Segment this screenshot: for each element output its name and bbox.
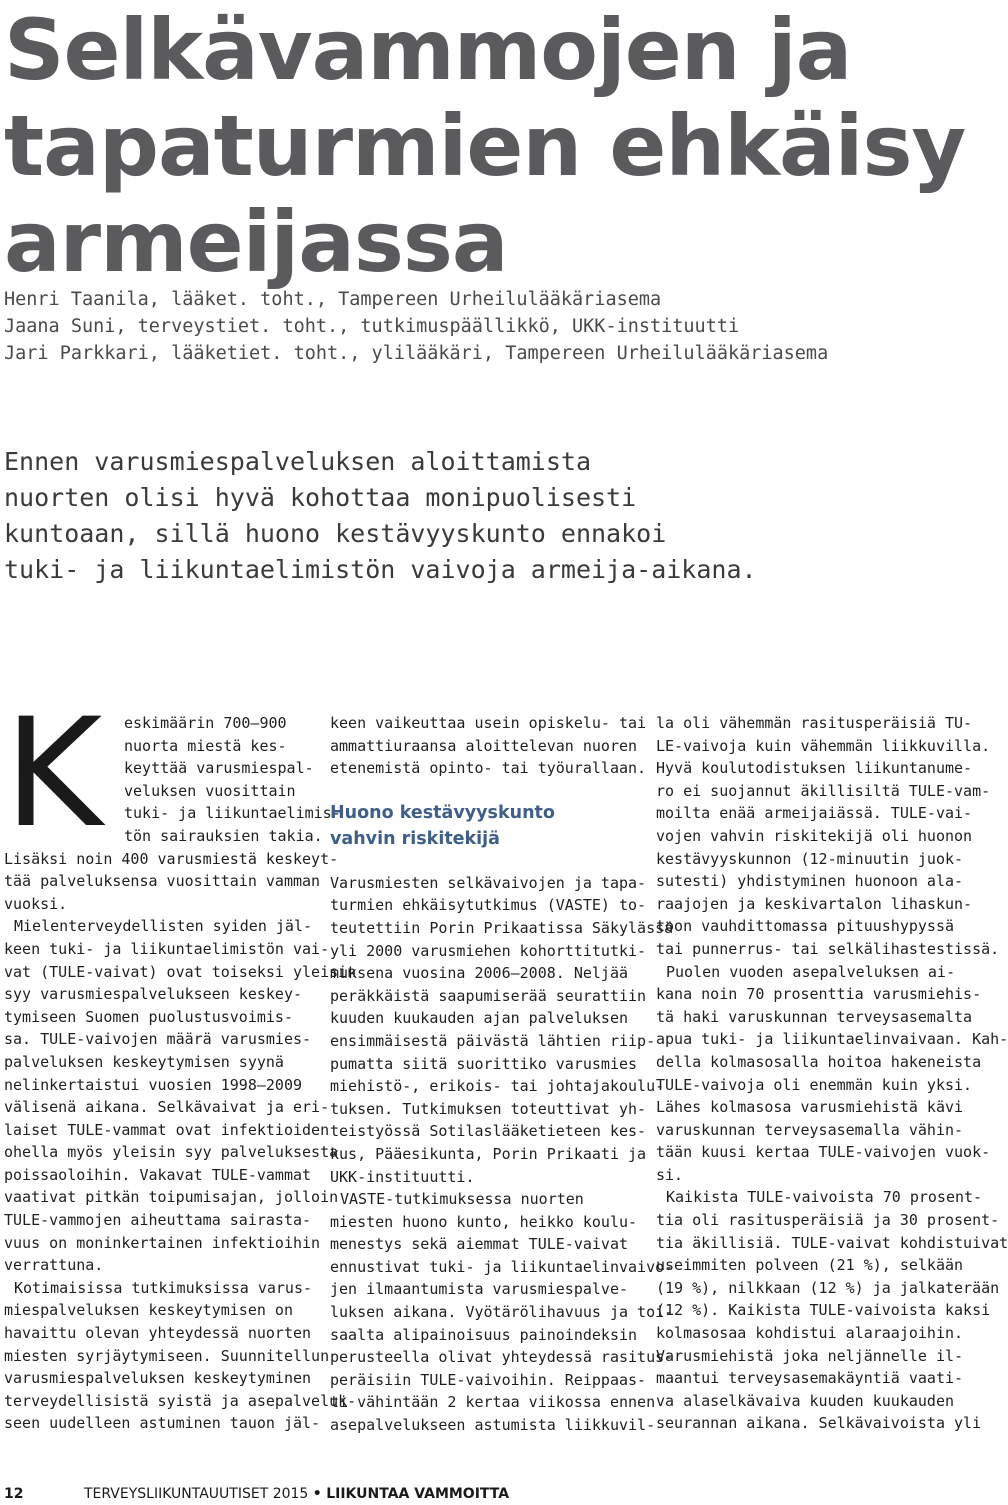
text-line: (12 %). Kaikista TULE-vaivoista kaksi <box>656 1301 991 1320</box>
text-line: (19 %), nilkkaan (12 %) ja jalkaterään <box>656 1278 1000 1297</box>
text-line: VASTE-tutkimuksessa nuorten <box>340 1190 584 1209</box>
text-line: teistyössä Sotilaslääketieteen kes- <box>330 1122 647 1141</box>
text-line: nuorta miestä kes- <box>124 736 287 755</box>
text-line: LE-vaivoja kuin vähemmän liikkuvilla. <box>656 736 991 755</box>
text-line: havaittu olevan yhteydessä nuorten <box>4 1324 312 1343</box>
text-line: terveydellisistä syistä ja asepalveluk- <box>4 1391 357 1410</box>
text-line: kestävyyskunnon (12-minuutin juok- <box>656 849 964 868</box>
text-line: etenemistä opinto- tai työurallaan. <box>330 759 647 778</box>
lead-line: nuorten olisi hyvä kohottaa monipuolisesti <box>4 483 637 512</box>
text-line: tuki- ja liikuntaelimis- <box>124 804 341 823</box>
heading-line: Huono kestävyyskunto <box>330 802 555 823</box>
text-line: laiset TULE-vammat ovat infektioiden <box>4 1120 330 1139</box>
text-line: tää palveluksensa vuosittain vamman <box>4 872 321 891</box>
text-line: la oli vähemmän rasitusperäisiä TU- <box>656 714 973 732</box>
page-number: 12 <box>4 1486 24 1502</box>
text-line: keyttää varusmiespal- <box>124 759 314 778</box>
publication-name: TERVEYSLIIKUNTAUUTISET 2015 <box>83 1486 309 1502</box>
section-name: LIIKUNTAA VAMMOITTA <box>326 1486 510 1502</box>
text-line: raajojen ja keskivartalon lihaskun- <box>656 894 973 913</box>
title-line: armeijassa <box>4 193 508 291</box>
text-line: ammattiuraansa aloittelevan nuoren <box>330 736 638 755</box>
text-line: della kolmasosalla hoitoa hakeneista <box>656 1052 982 1071</box>
text-line: varusmiespalveluksen keskeytyminen <box>4 1369 312 1388</box>
body-column-3 <box>656 712 1008 1435</box>
text-line: moilta enää armeijaiässä. TULE-vai- <box>656 804 973 823</box>
text-line: kuuden kuukauden ajan palveluksen <box>330 1009 629 1028</box>
text-line: si. <box>656 1165 684 1184</box>
text-line: sa. TULE-vaivojen määrä varusmies- <box>4 1030 312 1049</box>
body-column-1 <box>4 687 357 1435</box>
lead-line: tuki- ja liikuntaelimistön vaivoja armeija-aikana. <box>4 555 757 584</box>
text-line: sutesti) yhdistyminen huonoon ala- <box>656 872 964 891</box>
body-column-2 <box>330 712 674 1437</box>
text-line: Hyvä koulutodistuksen liikuntanume- <box>656 759 973 778</box>
text-line: Kotimaisissa tutkimuksissa varus- <box>14 1278 313 1297</box>
text-line: ti vähintään 2 kertaa viikossa ennen <box>330 1393 656 1412</box>
text-line: apua tuki- ja liikuntaelinvaivaan. Kah- <box>656 1030 1008 1049</box>
text-line: ohella myös yleisin syy palveluksesta <box>4 1143 339 1162</box>
column-text <box>330 872 674 1437</box>
text-line: vaativat pitkän toipumisajan, jolloin <box>4 1188 339 1207</box>
title-line: tapaturmien ehkäisy <box>4 97 966 195</box>
column-text <box>4 848 357 1435</box>
text-line: keen tuki- ja liikuntaelimistön vai- <box>4 939 330 958</box>
text-line: tymiseen Suomen puolustusvoimis- <box>4 1007 293 1026</box>
text-line: Varusmiesten selkävaivojen ja tapa- <box>330 873 647 892</box>
text-line: seen uudelleen astuminen tauon jäl- <box>4 1414 321 1433</box>
article-title <box>4 1 966 291</box>
text-line: tai punnerrus- tai selkälihastestissä. <box>656 939 1000 958</box>
drop-cap: K <box>4 687 103 861</box>
text-line: seurannan aikana. Selkävaivoista yli <box>656 1414 982 1433</box>
text-line: maantui terveysasemakäyntiä vaati- <box>656 1369 964 1388</box>
text-line: Mielenterveydellisten syiden jäl- <box>14 917 313 936</box>
text-line: Puolen vuoden asepalveluksen ai- <box>666 962 955 981</box>
text-line: palveluksen keskeytymisen syynä <box>4 1052 284 1071</box>
lead-line: kuntoaan, sillä huono kestävyyskunto ennakoi <box>4 519 667 548</box>
text-line: poissaoloihin. Vakavat TULE-vammat <box>4 1165 312 1184</box>
text-line: menestys sekä aiemmat TULE-vaivat <box>330 1235 629 1254</box>
text-line: tä haki varuskunnan terveysasemalta <box>656 1007 973 1026</box>
text-line: tia äkillisiä. TULE-vaivat kohdistuivat <box>656 1233 1008 1252</box>
text-line: ro ei suojannut äkillisiltä TULE-vam- <box>656 781 991 800</box>
text-line: saalta alipainoisuus painoindeksin <box>330 1325 638 1344</box>
text-line: vojen vahvin riskitekijä oli huonon <box>656 826 973 845</box>
separator-bullet: • <box>312 1486 322 1502</box>
dropcap-lines <box>124 712 341 848</box>
author-list <box>4 286 954 367</box>
text-line: Lähes kolmasosa varusmiehistä kävi <box>656 1098 964 1117</box>
text-line: tuksen. Tutkimuksen toteuttivat yh- <box>330 1099 647 1118</box>
column-text <box>330 712 647 780</box>
text-line: vuoksi. <box>4 894 68 913</box>
text-line: kus, Pääesikunta, Porin Prikaati ja <box>330 1144 647 1163</box>
text-line: muksena vuosina 2006–2008. Neljää <box>330 964 629 983</box>
text-line: verrattuna. <box>4 1256 104 1275</box>
text-line: turmien ehkäisytutkimus (VASTE) to- <box>330 896 647 915</box>
heading-line: vahvin riskitekijä <box>330 828 500 849</box>
text-line: tön sairauksien takia. <box>124 826 323 845</box>
author-line: Jaana Suni, terveystiet. toht., tutkimuspäällikkö, UKK-instituutti <box>4 316 740 337</box>
text-line: teutettiin Porin Prikaatissa Säkylässä <box>330 918 674 937</box>
text-line: eskimäärin 700–900 <box>124 714 287 732</box>
lead-paragraph <box>4 444 954 588</box>
text-line: Varusmiehistä joka neljännelle il- <box>656 1346 964 1365</box>
text-line: perusteella olivat yhteydessä rasitus- <box>330 1348 674 1367</box>
text-line: TULE-vammojen aiheuttama sairasta- <box>4 1211 312 1230</box>
text-line: varuskunnan terveysasemalla vähin- <box>656 1120 964 1139</box>
text-line: yli 2000 varusmiehen kohorttitutki- <box>330 941 647 960</box>
author-line: Henri Taanila, lääket. toht., Tampereen Urheilulääkäriasema <box>4 289 662 310</box>
text-line: miesten syrjäytymiseen. Suunnitellun <box>4 1346 330 1365</box>
text-line: vat (TULE-vaivat) ovat toiseksi yleisin <box>4 962 357 981</box>
text-line: kolmasosaa kohdistui alaraajoihin. <box>656 1324 964 1343</box>
text-line: syy varusmiespalvelukseen keskey- <box>4 985 303 1004</box>
text-line: luksen aikana. Vyötärölihavuus ja toi- <box>330 1303 674 1322</box>
text-line: jen ilmaantumista varusmiespalve- <box>330 1280 629 1299</box>
text-line: ensimmäisestä päivästä lähtien riip- <box>330 1031 656 1050</box>
text-line: keen vaikeuttaa usein opiskelu- tai <box>330 714 647 732</box>
text-line: asepalvelukseen astumista liikkuvil- <box>330 1416 656 1435</box>
text-line: tia oli rasitusperäisiä ja 30 prosent- <box>656 1211 1000 1230</box>
text-line: ennustivat tuki- ja liikuntaelinvaivo- <box>330 1257 674 1276</box>
page-footer <box>4 1484 954 1504</box>
text-line: toon vauhdittomassa pituushypyssä <box>656 917 955 936</box>
text-line: TULE-vaivoja oli enemmän kuin yksi. <box>656 1075 973 1094</box>
text-line: Kaikista TULE-vaivoista 70 prosent- <box>666 1188 983 1207</box>
text-line: peräisiin TULE-vaivoihin. Reippaas- <box>330 1370 647 1389</box>
text-line: miehistö-, erikois- tai johtajakoulu- <box>330 1077 665 1096</box>
text-line: miespalveluksen keskeytymisen on <box>4 1301 293 1320</box>
text-line: pumatta siitä suorittiko varusmies <box>330 1054 638 1073</box>
text-line: useimmiten polveen (21 %), selkään <box>656 1256 964 1275</box>
text-line: nelinkertaistui vuosien 1998–2009 <box>4 1075 303 1094</box>
author-line: Jari Parkkari, lääketiet. toht., ylilääkäri, Tampereen Urheilulääkäriasema <box>4 343 829 364</box>
column-text <box>656 712 1008 1435</box>
text-line: peräkkäistä saapumiserää seurattiin <box>330 986 647 1005</box>
text-line: Lisäksi noin 400 varusmiestä keskeyt- <box>4 849 339 868</box>
text-line: veluksen vuosittain <box>124 781 296 800</box>
section-heading <box>330 800 630 852</box>
title-line: Selkävammojen ja <box>4 1 852 99</box>
text-line: va alaselkävaiva kuuden kuukauden <box>656 1391 955 1410</box>
text-line: tään kuusi kertaa TULE-vaivojen vuok- <box>656 1143 991 1162</box>
text-line: miesten huono kunto, heikko koulu- <box>330 1212 638 1231</box>
text-line: välisenä aikana. Selkävaivat ja eri- <box>4 1098 330 1117</box>
lead-line: Ennen varusmiespalveluksen aloittamista <box>4 447 591 476</box>
text-line: UKK-instituutti. <box>330 1167 475 1186</box>
text-line: kana noin 70 prosenttia varusmiehis- <box>656 985 982 1004</box>
text-line: vuus on moninkertainen infektioihin <box>4 1233 321 1252</box>
